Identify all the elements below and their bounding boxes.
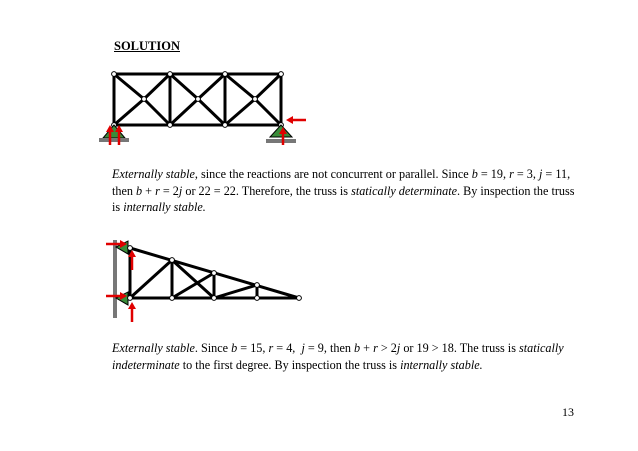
text-run: = 2 [159,183,179,198]
text-run: r [373,341,378,355]
paragraph-2 [112,340,582,373]
text-run: internally stable. [400,357,483,372]
text-run: Externally stable [112,341,195,355]
text-run: statically determinate [351,183,458,198]
page-number: 13 [562,405,574,419]
joint [255,296,260,301]
joint [128,246,133,251]
text-run: b [354,341,361,355]
text-run: j [178,183,183,198]
text-run: = 19, [477,167,510,181]
text-run: = 11, then [112,167,574,198]
joint [212,271,217,276]
text-run: r [509,167,514,181]
text-run: Externally stable [112,167,195,181]
text-run: , since the reactions are not concurrent or parallel. Since [194,167,472,181]
text-run: = 9, then [304,341,355,355]
text-run: b [471,167,478,181]
joint [212,296,217,301]
text-run: b [231,341,238,355]
text-run: = 3, [513,167,539,181]
text-run: to the first degree. By inspection the truss is [179,357,401,372]
joint [297,296,302,301]
text-run: j [538,167,543,181]
page-heading: SOLUTION [114,39,180,53]
text-run: + [142,183,156,198]
diagonal-member [130,260,172,298]
text-run: = 15, [237,341,269,355]
joint [170,296,175,301]
text-run: r [268,341,274,355]
text-run: > 2 [377,341,397,355]
text-run: statically indeterminate [112,341,567,372]
text-run: j [301,341,305,355]
text-run: + [360,341,374,355]
text-run: b [136,183,143,198]
text-run: = 4, [273,341,302,355]
diagonal-member [214,285,257,298]
text-run: or 22 = 22. Therefore, the truss is [182,183,352,198]
text-run: j [396,341,401,355]
joint [128,296,133,301]
text-run: internally stable. [123,200,206,214]
text-run: r [155,183,160,198]
text-run: . By inspection the truss is [112,183,578,214]
joint [170,258,175,263]
text-run: . Since [194,341,232,355]
text-run: or 19 > 18. The truss is [400,341,519,355]
wall-support [115,240,128,318]
joint [255,283,260,288]
arrow-head [128,302,136,309]
